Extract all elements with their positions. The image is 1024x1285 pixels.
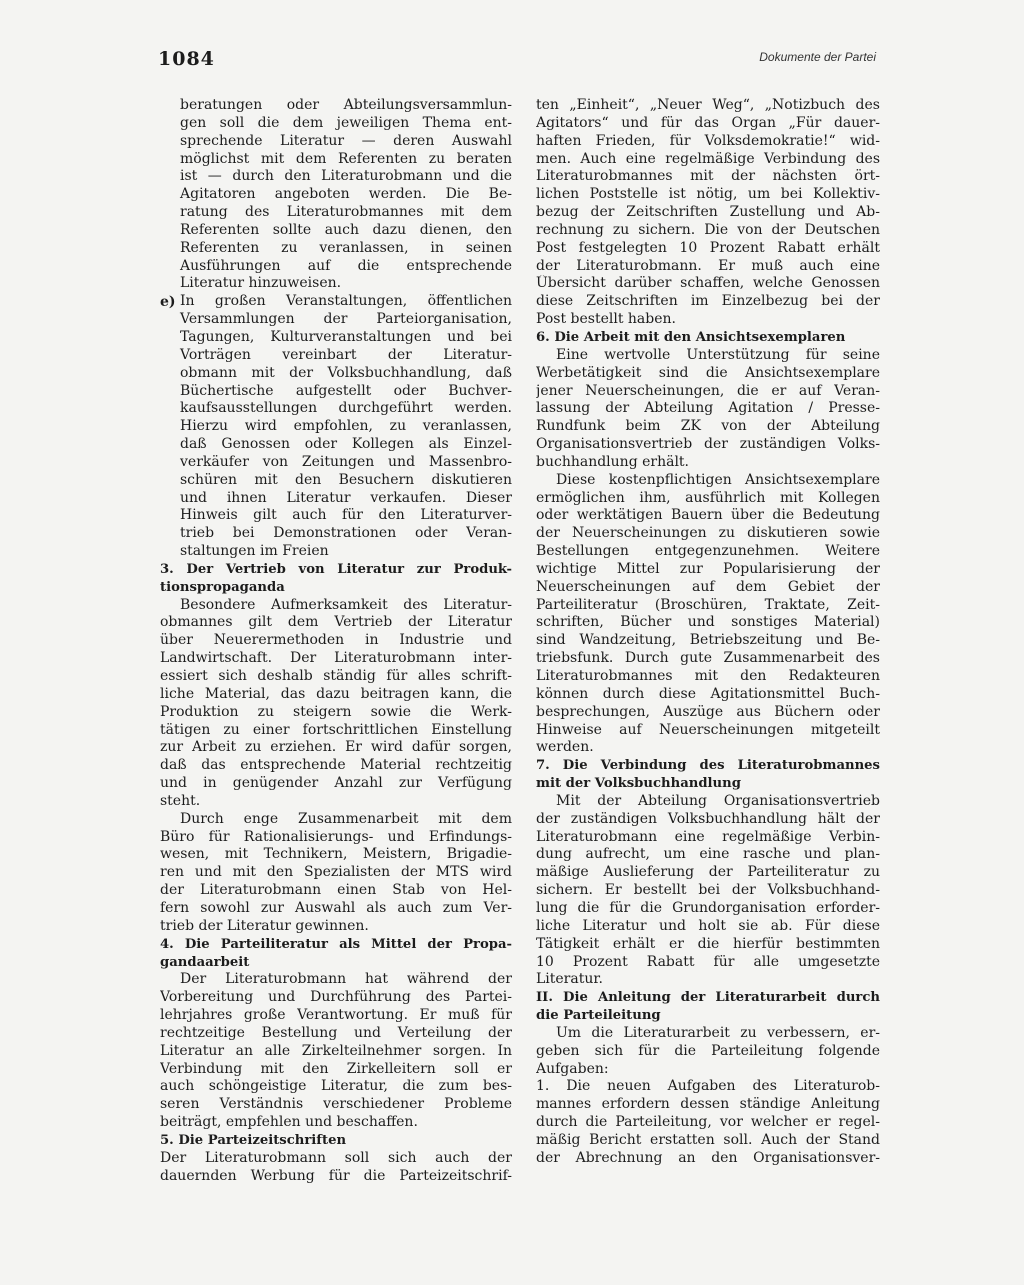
text-line: besprechungen, Auszüge aus Büchern oder <box>536 703 880 720</box>
text-line: möglichst mit dem Referenten zu beraten <box>180 150 512 167</box>
text-line: und in genügender Anzahl zur Verfügung <box>160 775 512 792</box>
text-line: Verbindung mit den Zirkelleitern soll er <box>160 1060 512 1077</box>
text-line: geben sich für die Parteileitung folgende <box>536 1042 880 1059</box>
section-heading: 7. Die Verbindung des Literaturobmannes <box>536 758 880 774</box>
text-line: bezug der Zeitschriften Zustellung und Ab- <box>536 204 880 221</box>
text-line: dung aufrecht, um eine rasche und plan- <box>536 846 880 863</box>
text-line: men. Auch eine regelmäßige Verbindung des <box>536 150 880 167</box>
text-line: Agitatoren angeboten werden. Die Be- <box>180 186 512 203</box>
text-line: Literaturobmannes mit den Redakteuren <box>536 668 880 684</box>
section-heading: die Parteileitung <box>536 1008 661 1024</box>
text-line: Hierzu wird empfohlen, zu veranlassen, <box>180 418 512 435</box>
text-line: trieb bei Demonstrationen oder Veran- <box>180 525 512 542</box>
text-line: tätigen zu einer fortschrittlichen Einstellung <box>160 721 512 738</box>
text-line: zur Arbeit zu erziehen. Er wird dafür sorgen, <box>160 739 512 756</box>
text-line: jener Neuerscheinungen, die er auf Veran- <box>536 382 880 399</box>
text-line: der Literaturobmann. Er muß auch eine <box>536 257 880 274</box>
text-line: In großen Veranstaltungen, öffentlichen <box>180 293 512 310</box>
text-line: Post festgelegten 10 Prozent Rabatt erhält <box>536 239 880 256</box>
running-header: Dokumente der Partei <box>759 50 876 64</box>
text-line: Organisationsvertrieb der zuständigen Volks- <box>536 436 880 453</box>
text-line: Aufgaben: <box>536 1060 609 1077</box>
text-line: Rundfunk beim ZK von der Abteilung <box>536 418 880 435</box>
text-line: Der Literaturobmann soll sich auch der <box>160 1149 512 1166</box>
text-line: Büro für Rationalisierungs- und Erfindungs- <box>160 828 512 845</box>
text-line: Literatur hinzuweisen. <box>180 275 342 292</box>
section-heading: 4. Die Parteiliteratur als Mittel der Propa- <box>160 936 512 952</box>
text-line: trieb der Literatur gewinnen. <box>160 917 369 934</box>
text-line: wesen, mit Technikern, Meistern, Brigadie- <box>160 846 512 863</box>
text-line: buchhandlung erhält. <box>536 453 689 470</box>
text-line: der zuständigen Volksbuchhandlung hält der <box>536 810 880 827</box>
text-line: lehrjahres große Verantwortung. Er muß für <box>160 1007 512 1024</box>
text-line: dauernden Werbung für die Parteizeitschrif- <box>160 1167 512 1184</box>
text-line: beratungen oder Abteilungsversammlun- <box>180 97 512 113</box>
text-line: und ihnen Literatur verkaufen. Dieser <box>180 489 512 506</box>
text-line: Besondere Aufmerksamkeit des Literatur- <box>180 596 512 613</box>
text-line: Hinweise auf Neuerscheinungen mitgeteilt <box>536 721 880 738</box>
section-heading: 3. Der Vertrieb von Literatur zur Produk- <box>160 561 512 577</box>
text-line: Hinweis gilt auch für den Literaturver- <box>180 507 512 524</box>
text-line: Bestellungen entgegenzunehmen. Weitere <box>536 543 880 560</box>
page-number: 1084 <box>158 48 215 70</box>
text-line: Um die Literaturarbeit zu verbessern, er- <box>556 1024 880 1041</box>
text-line: Landwirtschaft. Der Literaturobmann inter- <box>160 650 512 667</box>
text-line: Vorträgen vereinbart der Literatur- <box>180 346 512 363</box>
text-line: gen soll die dem jeweiligen Thema ent- <box>180 114 512 131</box>
text-line: fern sowohl zur Auswahl als auch zum Ver- <box>160 899 512 916</box>
text-line: obmann mit der Volksbuchhandlung, daß <box>180 364 512 381</box>
text-line: kaufsausstellungen durchgeführt werden. <box>180 400 512 417</box>
text-line: 1. Die neuen Aufgaben des Literaturob- <box>536 1078 880 1095</box>
text-line: schriften, Bücher und sonstiges Material) <box>536 614 880 631</box>
text-line: Der Literaturobmann hat während der <box>180 971 512 988</box>
text-line: Werbetätigkeit sind die Ansichtsexemplare <box>536 364 880 381</box>
section-heading: 5. Die Parteizeitschriften <box>160 1132 347 1148</box>
text-line: lichen Poststelle ist nötig, um bei Kollektiv- <box>536 186 880 203</box>
text-line: auch schöngeistige Literatur, die zum bes- <box>160 1078 512 1095</box>
text-line: Literatur. <box>536 971 603 988</box>
right-column <box>536 97 880 1168</box>
text-line: 10 Prozent Rabatt für alle umgesetzte <box>536 953 880 970</box>
left-column <box>160 97 512 1185</box>
text-line: Diese kostenpflichtigen Ansichtsexemplare <box>556 471 880 488</box>
text-line: liche Literatur und holt sie ab. Für diese <box>536 917 880 934</box>
text-line: Produktion zu steigern sowie die Werk- <box>160 703 512 720</box>
text-line: können durch diese Agitationsmittel Buch- <box>536 685 880 702</box>
text-line: diese Zeitschriften im Einzelbezug bei der <box>536 293 880 310</box>
text-line: ten „Einheit“, „Neuer Weg“, „Notizbuch des <box>536 97 880 113</box>
text-line: werden. <box>536 739 594 756</box>
text-line: der Abrechnung an den Organisationsver- <box>536 1149 880 1166</box>
text-line: obmannes gilt dem Vertrieb der Literatur <box>160 614 512 631</box>
text-line: Tagungen, Kulturveranstaltungen und bei <box>180 328 512 345</box>
text-line: über Neuerermethoden in Industrie und <box>160 632 512 649</box>
text-line: beiträgt, empfehlen und beschaffen. <box>160 1114 418 1131</box>
text-line: Post bestellt haben. <box>536 311 676 328</box>
text-line: essiert sich deshalb ständig für alles schrift- <box>160 668 512 684</box>
text-line: liche Material, das dazu beitragen kann, die <box>160 685 512 702</box>
text-line: triebsfunk. Durch gute Zusammenarbeit des <box>536 650 880 667</box>
text-line: mäßige Auslieferung der Parteiliteratur zu <box>536 864 880 881</box>
text-line: Neuerscheinungen auf dem Gebiet der <box>536 578 880 595</box>
list-marker: e) <box>160 294 176 310</box>
text-line: Agitators“ und für das Organ „Für dauer- <box>536 114 880 131</box>
text-line: Tätigkeit erhält er die hierfür bestimmten <box>536 935 880 952</box>
section-heading: mit der Volksbuchhandlung <box>536 776 741 792</box>
text-line: Parteiliteratur (Broschüren, Traktate, Zeit- <box>536 596 880 613</box>
text-line: Ausführungen auf die entsprechende <box>180 257 512 274</box>
text-line: Literaturobmann eine regelmäßige Verbin- <box>536 828 880 845</box>
text-line: lassung der Abteilung Agitation / Presse- <box>536 400 880 417</box>
text-line: mäßig Bericht erstatten soll. Auch der Stand <box>536 1131 880 1148</box>
text-line: haften Frieden, für Volksdemokratie!“ wid- <box>536 132 880 149</box>
text-line: Mit der Abteilung Organisationsvertrieb <box>556 792 880 809</box>
text-line: Referenten zu veranlassen, in seinen <box>180 239 512 256</box>
text-line: Versammlungen der Parteiorganisation, <box>180 311 512 328</box>
text-line: ist — durch den Literaturobmann und die <box>180 168 512 185</box>
section-heading: tionspropaganda <box>160 579 285 595</box>
text-line: sprechende Literatur — deren Auswahl <box>180 132 512 149</box>
text-line: seren Verständnis verschiedener Probleme <box>160 1096 512 1113</box>
section-heading: II. Die Anleitung der Literaturarbeit durch <box>536 990 880 1006</box>
text-line: verkäufer von Zeitungen und Massenbro- <box>180 453 512 470</box>
text-line: oder werktätigen Bauern über die Bedeutung <box>536 507 880 524</box>
text-line: durch die Parteileitung, vor welcher er regel- <box>536 1114 880 1131</box>
section-heading: 6. Die Arbeit mit den Ansichtsexemplaren <box>536 329 846 345</box>
text-line: Eine wertvolle Unterstützung für seine <box>556 346 880 363</box>
text-line: Literatur an alle Zirkelteilnehmer sorgen. In <box>160 1042 512 1059</box>
text-line: der Literaturobmann einen Stab von Hel- <box>160 882 512 899</box>
text-line: ermöglichen ihm, ausführlich mit Kollegen <box>536 489 880 506</box>
section-heading: gandaarbeit <box>160 954 250 970</box>
text-line: sind Wandzeitung, Betriebszeitung und Be- <box>536 632 880 649</box>
text-line: staltungen im Freien <box>180 543 329 560</box>
text-line: sichern. Er bestellt bei der Volksbuchhand- <box>536 882 880 899</box>
text-line: ratung des Literaturobmannes mit dem <box>180 204 512 221</box>
text-line: lung die für die Grundorganisation erforder- <box>536 899 880 916</box>
text-line: wichtige Mittel zur Popularisierung der <box>536 560 880 577</box>
text-line: rechnung zu sichern. Die von der Deutschen <box>536 221 880 238</box>
text-line: daß das entsprechende Material rechtzeitig <box>160 757 512 774</box>
text-line: Büchertische aufgestellt oder Buchver- <box>180 382 512 399</box>
text-line: daß Genossen oder Kollegen als Einzel- <box>180 436 512 453</box>
text-line: Vorbereitung und Durchführung des Partei- <box>160 989 512 1006</box>
text-line: mannes erfordern dessen ständige Anleitung <box>536 1096 880 1113</box>
text-line: steht. <box>160 792 201 809</box>
text-line: schüren mit den Besuchern diskutieren <box>180 471 512 488</box>
text-line: Durch enge Zusammenarbeit mit dem <box>180 810 512 827</box>
text-line: Übersicht darüber schaffen, welche Genossen <box>536 275 880 292</box>
text-line: Literaturobmannes mit der nächsten ört- <box>536 168 880 185</box>
text-line: Referenten sollte auch dazu dienen, den <box>180 221 512 238</box>
text-line: ren und mit den Spezialisten der MTS wird <box>160 864 512 881</box>
text-line: der Neuerscheinungen zu diskutieren sowie <box>536 525 880 542</box>
text-line: rechtzeitige Bestellung und Verteilung der <box>160 1024 512 1041</box>
